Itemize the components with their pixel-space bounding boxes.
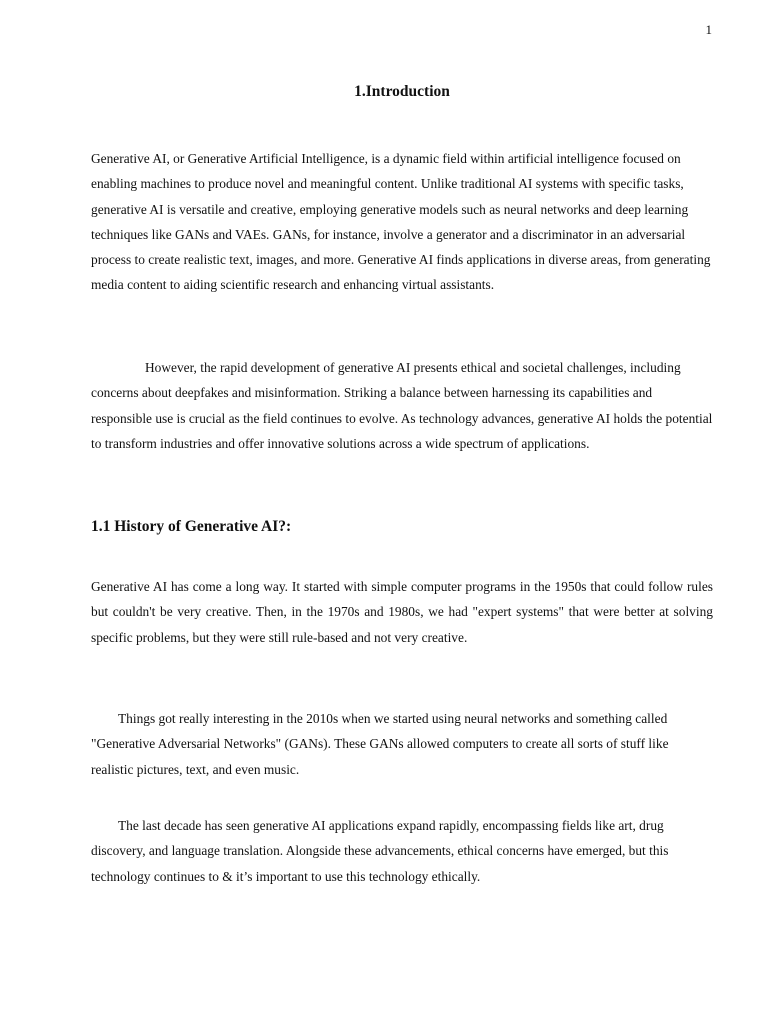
history-paragraph-3: The last decade has seen generative AI applications expand rapidly, encompassing fields like art, drug discovery, and language translation. Alongside these advancements, ethical concerns have emerged, but this technology continues to & it’s important to use this technology ethically.	[91, 818, 669, 884]
intro-paragraph-2: However, the rapid development of generative AI presents ethical and societal challenges, including concerns about deepfakes and misinformation. Striking a balance between harnessing its capabilities and responsible use is crucial as the field continues to evolve. As technology advances, generative AI holds the potential to transform industries and offer innovative solutions across a wide spectrum of applications.	[91, 360, 713, 451]
history-paragraph-1: Generative AI has come a long way. It started with simple computer programs in the 1950s that could follow rules but couldn't be very creative. Then, in the 1970s and 1980s, we had "expert systems" that were better at solving specific problems, but they were still rule-based and not very creative.	[91, 579, 713, 645]
page-number: 1	[705, 22, 712, 37]
section-title: 1.Introduction	[354, 83, 450, 100]
intro-paragraph-1: Generative AI, or Generative Artificial Intelligence, is a dynamic field within artificial intelligence focused on enabling machines to produce novel and meaningful content. Unlike traditional AI systems with specific tasks, generative AI is versatile and creative, employing generative models such as neural networks and deep learning techniques like GANs and VAEs. GANs, for instance, involve a generator and a discriminator in an adversarial process to create realistic text, images, and more. Generative AI finds applications in diverse areas, from generating media content to aiding scientific research and enhancing virtual assistants.	[91, 151, 711, 293]
history-paragraph-2: Things got really interesting in the 2010s when we started using neural networks and something called "Generative Adversarial Networks" (GANs). These GANs allowed computers to create all sorts of stuff like realistic pictures, text, and even music.	[91, 711, 669, 777]
subsection-heading: 1.1 History of Generative AI?:	[91, 518, 292, 535]
